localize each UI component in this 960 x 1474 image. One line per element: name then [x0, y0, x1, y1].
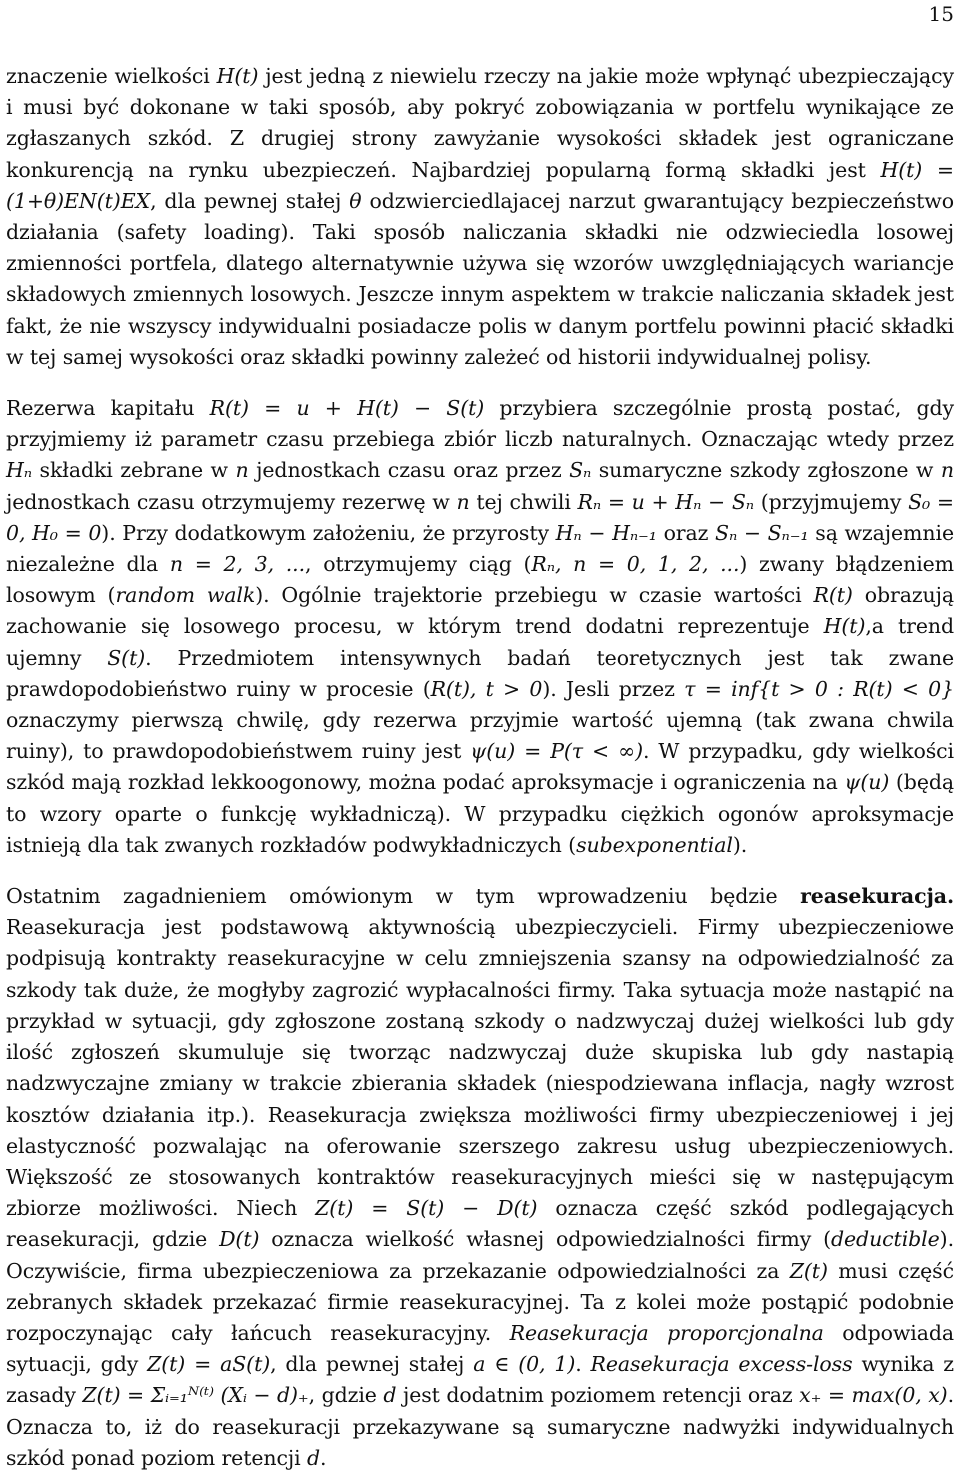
math-expression: R(t) = u + H(t) − S(t): [209, 396, 485, 421]
italic-term: subexponential: [576, 832, 733, 857]
math-expression: Sₙ − Sₙ₋₁: [715, 520, 809, 545]
text-run: , dla pewnej stałej: [150, 188, 350, 213]
text-run: Reasekuracja jest podstawową aktywnością ubezpieczycieli. Firmy ubezpieczeniowe podpisują kontrakty reasekuracyjne w celu zmniejszenia szansy na odpowiedzialność za szkody tak duże, że mogłyby zagrozić wypłacalności firmy. Taka sytuacja może nastąpić na przykład w sytuacji, gdy zgłoszone zostaną szkody o nadzwyczaj dużej wielkości lub gdy ilość zgłoszeń skumuluje się tworząc nadzwyczaj duże skupiska lub gdy nastapią nadzwyczajne zmiany w trakcie zbierania składek (niespodziewana inflacja, nagły wzrost kosztów działania itp.). Reasekuracja zwiększa możliwości firmy ubezpieczeniowej i jej elastyczność pozwalając na oferowanie szerszego zakresu usług ubezpieczeniowych. Większość ze stosowanych kontraktów reasekuracyjnych mieści się w następującym zbiorze możliwości. Niech: [6, 915, 954, 1221]
math-expression: Z(t) = Σᵢ₌₁ᴺ⁽ᵗ⁾ (Xᵢ − d)₊: [82, 1383, 309, 1408]
math-expression: Z(t) = aS(t): [147, 1352, 271, 1377]
math-expression: H(t): [216, 64, 259, 88]
text-run: ,a trend ujemny: [6, 614, 954, 670]
text-run: . W przypadku, gdy wielkości szkód mają rozkład lekkoogonowy, można podać aproksymacje i ograniczenia na: [6, 739, 954, 795]
math-expression: ψ(u) = P(τ < ∞): [470, 739, 643, 764]
text-run: . Przedmiotem intensywnych badań teoretycznych jest tak zwane prawdopodobieństwo ruiny w procesie (: [6, 645, 954, 701]
text-run: ). Ogólnie trajektorie przebiegu w czasie wartości: [255, 583, 814, 608]
math-expression: Rₙ, n = 0, 1, 2, ...: [531, 552, 740, 577]
math-expression: a ∈ (0, 1): [473, 1352, 576, 1377]
text-run: oznacza część szkód podlegających reasekuracji, gdzie: [6, 1196, 954, 1252]
page-body: [6, 61, 954, 1474]
math-expression: R(t), t > 0: [430, 676, 543, 701]
text-run: , gdzie: [308, 1383, 384, 1408]
italic-term: deductible: [831, 1227, 940, 1252]
math-expression: D(t): [219, 1227, 260, 1252]
math-expression: R(t): [813, 583, 853, 608]
math-expression: n: [456, 489, 470, 514]
page-number: 15: [928, 2, 954, 26]
text-run: są wzajemnie niezależne dla: [6, 520, 954, 577]
text-run: odpowiada sytuacji, gdy: [6, 1320, 955, 1377]
text-run: ).: [732, 832, 748, 857]
text-run: Ostatnim zagadnieniem omówionym w tym wprowadzeniu będzie: [6, 884, 801, 909]
paragraph: [6, 881, 954, 1474]
text-run: ). Oczywiście, firma ubezpieczeniowa za przekazanie odpowiedzialności za: [6, 1227, 954, 1283]
text-run: tej chwili: [469, 489, 578, 514]
math-expression: H(t) = (1+θ)EN(t)EX: [6, 157, 954, 213]
math-expression: d: [383, 1383, 397, 1408]
math-expression: n: [940, 458, 955, 483]
math-expression: S(t): [107, 645, 146, 670]
text-run: sumaryczne szkody zgłoszone w: [591, 458, 941, 483]
text-run: .: [575, 1352, 591, 1377]
text-run: ). Przy dodatkowym założeniu, że przyrosty: [101, 520, 556, 545]
paragraph: [6, 61, 954, 373]
math-expression: θ: [349, 188, 362, 213]
text-run: znaczenie wielkości: [6, 64, 217, 88]
math-expression: x₊ = max(0, x): [799, 1383, 948, 1408]
math-expression: Z(t): [789, 1258, 828, 1283]
text-run: musi część zebranych składek przekazać firmie reasekuracyjnej. Ta z kolei może postąpić podobnie rozpoczynając cały łańcuch reasekuracyjny.: [6, 1258, 954, 1345]
text-run: (przyjmujemy: [754, 489, 909, 514]
text-run: , otrzymujemy ciąg (: [305, 552, 532, 577]
math-expression: n = 2, 3, ...: [169, 552, 306, 577]
text-run: wynika z zasady: [6, 1352, 954, 1408]
text-run: przybiera szczególnie prostą postać, gdy przyjmiemy iż parametr czasu przebiega zbiór liczb naturalnych. Oznaczając wtedy przez: [6, 396, 954, 452]
math-expression: d: [307, 1445, 321, 1470]
math-expression: Hₙ: [6, 458, 32, 483]
text-run: . Oznacza to, iż do reasekuracji przekazywane są sumaryczne nadwyżki indywidualnych szkód ponad poziom retencji: [6, 1383, 954, 1470]
text-run: odzwierciedlajacej narzut gwarantujący bezpieczeństwo działania (safety loading). Taki sposób naliczania składki nie odzwieciedla losowej zmienności portfela, dlatego alternatywnie używa się wzorów uwzględniających wariancje składowych zmiennych losowych. Jeszcze innym aspektem w trakcie naliczania składek jest fakt, że nie wszyscy indywidualni posiadacze polis w danym portfelu powinni płacić składki w tej samej wysokości oraz składki powinny zależeć od historii indywidualnej polisy.: [6, 188, 954, 369]
italic-term: Reasekuracja excess-loss: [590, 1352, 853, 1377]
italic-term: random walk: [115, 583, 256, 608]
text-run: .: [320, 1445, 327, 1470]
text-run: jednostkach czasu oraz przez: [248, 458, 570, 483]
math-expression: n: [235, 458, 249, 483]
bold-term: reasekuracja.: [800, 884, 954, 909]
math-expression: H(t): [823, 614, 866, 639]
text-run: oznacza wielkość własnej odpowiedzialności firmy (: [259, 1227, 831, 1252]
italic-term: Reasekuracja proporcjonalna: [509, 1320, 824, 1345]
math-expression: Rₙ = u + Hₙ − Sₙ: [577, 489, 755, 514]
math-expression: ψ(u): [844, 770, 890, 795]
text-run: obrazują zachowanie się losowego procesu, w którym trend dodatni reprezentuje: [6, 583, 954, 639]
text-run: jednostkach czasu otrzymujemy rezerwę w: [6, 489, 457, 514]
text-run: jest jedną z niewielu rzeczy na jakie może wpłynąć ubezpieczający i musi być dokonane w taki sposób, aby pokryć zobowiązania w portfelu wynikające ze zgłaszanych szkód. Z drugiej strony zawyżanie wysokości składek jest ograniczane konkurencją na rynku ubezpieczeń. Najbardziej popularną formą składki jest: [6, 64, 954, 182]
math-expression: S₀ = 0, H₀ = 0: [6, 489, 954, 545]
paragraph: [6, 393, 954, 861]
math-expression: Hₙ − Hₙ₋₁: [555, 520, 657, 545]
math-expression: Sₙ: [569, 458, 592, 483]
text-run: (będą to wzory oparte o funkcję wykładniczą). W przypadku ciężkich ogonów aproksymacje istnieją dla tak zwanych rozkładów podwykładniczych (: [6, 770, 954, 857]
text-run: Rezerwa kapitału: [6, 396, 210, 421]
text-run: , dla pewnej stałej: [270, 1352, 474, 1377]
text-run: oraz: [656, 520, 716, 545]
text-run: ) zwany błądzeniem losowym (: [6, 552, 955, 608]
text-run: oznaczymy pierwszą chwilę, gdy rezerwa przyjmie wartość ujemną (tak zwana chwila ruiny), to prawdopodobieństwem ruiny jest: [6, 708, 954, 764]
text-run: jest dodatnim poziomem retencji oraz: [396, 1383, 800, 1408]
text-run: składki zebrane w: [32, 458, 236, 483]
math-expression: Z(t) = S(t) − D(t): [315, 1196, 538, 1221]
text-run: ). Jesli przez: [542, 676, 685, 701]
math-expression: τ = inf{t > 0 : R(t) < 0}: [684, 676, 955, 701]
